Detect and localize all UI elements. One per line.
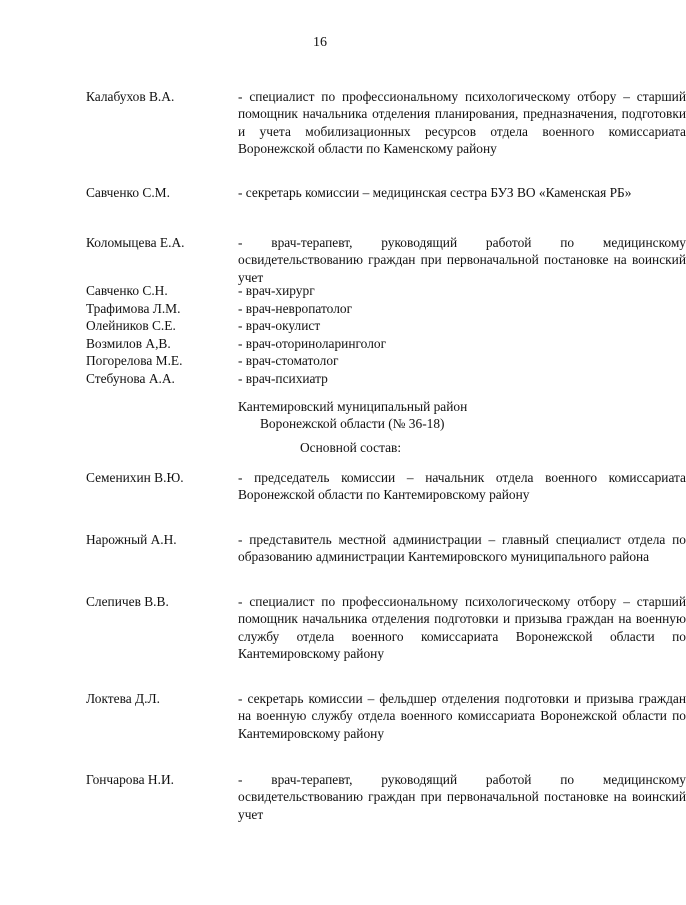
member-role: - врач-терапевт, руководящий работой по медицинскому освидетельствованию граждан при первоначальной постановке на воинский учет xyxy=(238,772,686,822)
member-role: - секретарь комиссии – фельдшер отделения подготовки и призыва граждан на военную службу отдела военного комиссариата Воронежской области по Кантемировскому району xyxy=(238,691,686,741)
member-role: - врач-терапевт, руководящий работой по медицинскому освидетельствованию граждан при первоначальной постановке на воинский учет xyxy=(238,235,686,285)
doctor-role: - врач-окулист xyxy=(238,318,321,333)
member-name: Семенихин В.Ю. xyxy=(86,470,184,485)
member-name: Гончарова Н.И. xyxy=(86,772,174,787)
doctor-row xyxy=(86,335,606,352)
section-heading xyxy=(238,398,558,433)
section-title-line1: Кантемировский муниципальный район xyxy=(238,399,468,414)
doctor-role: - врач-хирург xyxy=(238,283,315,298)
doctor-name: Стебунова А.А. xyxy=(86,370,175,386)
section-subtitle: Основной состав: xyxy=(300,440,402,455)
member-role: - специалист по профессиональному психологическому отбору – старший помощник начальника отделения подготовки и призыва граждан на военную службу отдела военного комиссариата Воронежской области по Кантемировскому району xyxy=(238,594,686,662)
member-role: - секретарь комиссии – медицинская сестра БУЗ ВО «Каменская РБ» xyxy=(238,185,632,200)
doctor-row xyxy=(86,282,606,299)
member-name: Слепичев В.В. xyxy=(86,594,169,609)
doctor-row xyxy=(86,370,606,387)
section-title-line2: Воронежской области (№ 36-18) xyxy=(260,416,445,432)
doctor-name: Возмилов А,В. xyxy=(86,335,171,351)
doctor-role: - врач-оториноларинголог xyxy=(238,335,387,351)
member-name: Коломыцева Е.А. xyxy=(86,235,185,250)
doctor-role: - врач-невропатолог xyxy=(238,300,353,316)
member-name: Савченко С.М. xyxy=(86,185,170,200)
member-name: Нарожный А.Н. xyxy=(86,532,177,547)
member-name: Локтева Д.Л. xyxy=(86,691,160,706)
member-role: - представитель местной администрации – главный специалист отдела по образованию администрации Кантемировского муниципального района xyxy=(238,532,686,565)
doctor-role: - врач-стоматолог xyxy=(238,353,339,368)
member-role: - председатель комиссии – начальник отдела военного комиссариата Воронежской области по Кантемировскому району xyxy=(238,470,686,503)
doctor-role: - врач-психиатр xyxy=(238,370,328,386)
doctor-row xyxy=(86,300,606,317)
doctor-name: Савченко С.Н. xyxy=(86,283,168,298)
doctor-name: Трафимова Л.М. xyxy=(86,300,181,316)
doctor-row xyxy=(86,317,606,334)
doctor-name: Олейников С.Е. xyxy=(86,318,176,333)
page-number: 16 xyxy=(313,35,327,50)
doctor-row xyxy=(86,352,606,369)
member-role: - специалист по профессиональному психологическому отбору – старший помощник начальника отделения планирования, предназначения, подготовки и учета мобилизационных ресурсов отдела военного комиссариата Воронежской области по Каменскому району xyxy=(238,89,686,157)
doctor-name: Погорелова М.Е. xyxy=(86,353,183,368)
member-name: Калабухов В.А. xyxy=(86,89,175,104)
